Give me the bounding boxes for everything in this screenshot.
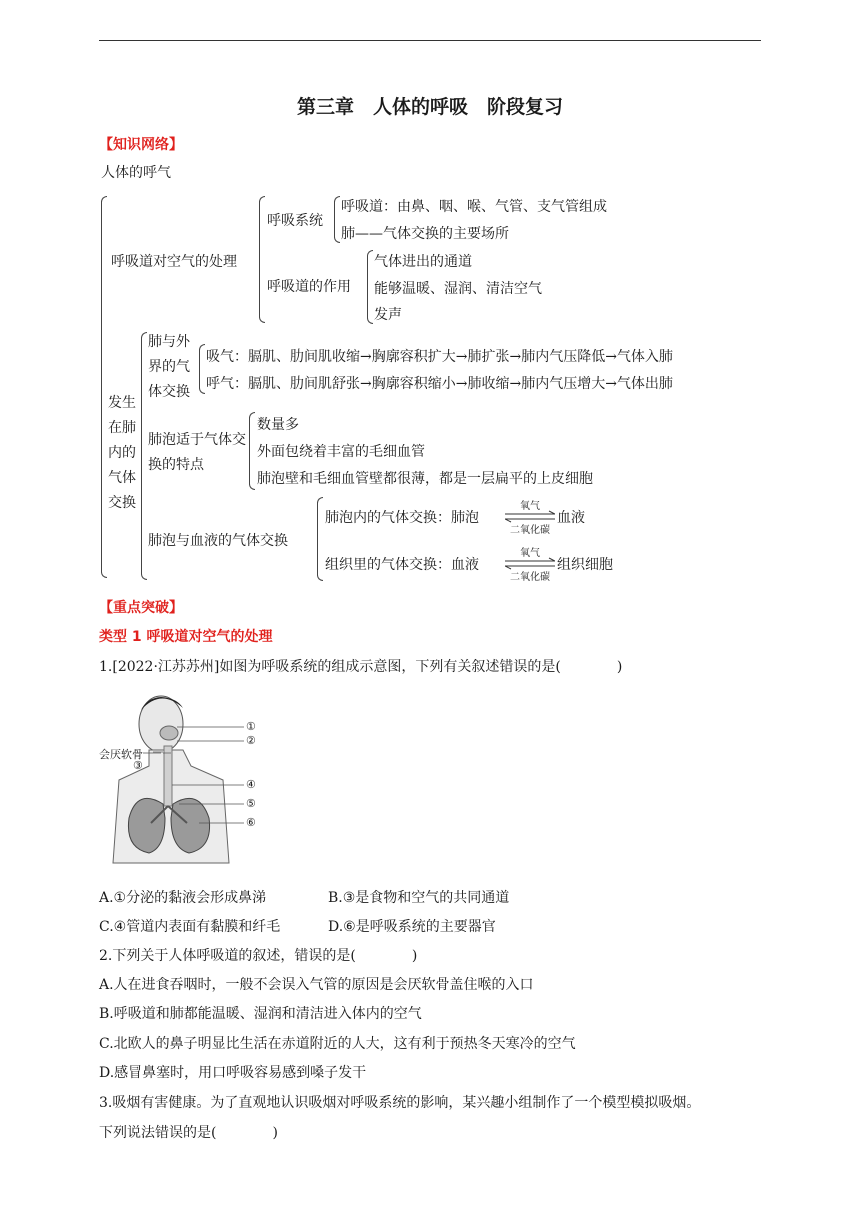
lung-exchange-post: 血液: [557, 510, 585, 526]
question-3-stem-line1: 3.吸烟有害健康。为了直观地认识吸烟对呼吸系统的影响，某兴趣小组制作了一个模型模拟吸烟。: [99, 1095, 701, 1111]
alveoli-item-3: 肺泡壁和毛细血管壁都很薄，都是一层扁平的上皮细胞: [257, 471, 593, 487]
alveoli-brace: [249, 412, 255, 490]
marker-5: ⑤: [246, 797, 256, 810]
q1-option-a: A.①分泌的黏液会形成鼻涕: [99, 890, 267, 906]
oxygen-label: 氧气: [520, 548, 540, 559]
epiglottis-label: 会厌软骨: [99, 748, 143, 761]
alveoli-item-1: 数量多: [257, 417, 299, 433]
branch2-label: 发生在肺内的气体交换: [108, 395, 136, 511]
section-knowledge-network: 【知识网络】: [99, 137, 183, 153]
marker-1: ①: [246, 720, 256, 733]
header-rule: [99, 40, 761, 41]
tissue-exchange-pre: 组织里的气体交换：血液: [325, 557, 479, 573]
function-item-3: 发声: [374, 307, 402, 323]
respiratory-system-figure: [99, 688, 279, 868]
q1-option-d: D.⑥是呼吸系统的主要器官: [328, 919, 496, 935]
function-item-2: 能够温暖、湿润、清洁空气: [374, 281, 542, 297]
exhale-process: 呼气：膈肌、肋间肌舒张→胸廓容积缩小→肺收缩→肺内气压增大→气体出肺: [206, 376, 673, 392]
co2-label: 二氧化碳: [510, 572, 550, 583]
blood-brace: [317, 497, 323, 581]
marker-6: ⑥: [246, 816, 256, 829]
question-2-stem: 2.下列关于人体呼吸道的叙述，错误的是( ): [99, 948, 418, 964]
function-label: 呼吸道的作用: [267, 279, 351, 295]
tissue-exchange-arrow: [505, 544, 555, 583]
question-3-stem-line2: 下列说法错误的是( ): [99, 1125, 278, 1141]
branch1-brace: [259, 196, 265, 323]
inhale-process: 吸气：膈肌、肋间肌收缩→胸廓容积扩大→肺扩张→肺内气压降低→气体入肺: [206, 349, 673, 365]
lung-exchange-arrow: [505, 497, 555, 536]
question-1-stem: 1.[2022·江苏苏州]如图为呼吸系统的组成示意图，下列有关叙述错误的是( ): [99, 659, 623, 675]
q2-option-a: A.人在进食吞咽时，一般不会误入气管的原因是会厌软骨盖住喉的入口: [99, 977, 534, 993]
external-exchange-label: 肺与外界的气体交换: [148, 334, 190, 400]
q2-option-c: C.北欧人的鼻子明显比生活在赤道附近的人大，这有利于预热冬天寒冷的空气: [99, 1036, 576, 1052]
q1-option-c: C.④管道内表面有黏膜和纤毛: [99, 919, 281, 935]
type1-heading: 类型 1 呼吸道对空气的处理: [99, 629, 273, 645]
co2-label: 二氧化碳: [510, 525, 550, 536]
q2-option-b: B.呼吸道和肺都能温暖、湿润和清洁进入体内的空气: [99, 1006, 422, 1022]
blood-exchange-label: 肺泡与血液的气体交换: [148, 533, 288, 549]
marker-4: ④: [246, 778, 256, 791]
function-item-1: 气体进出的通道: [374, 254, 472, 270]
lung-exchange-pre: 肺泡内的气体交换：肺泡: [325, 510, 479, 526]
marker-2: ②: [246, 734, 256, 747]
system-label: 呼吸系统: [267, 213, 323, 229]
external-brace: [199, 344, 205, 394]
branch1-label: 呼吸道对空气的处理: [111, 254, 237, 270]
alveoli-features-label: 肺泡适于气体交换的特点: [148, 432, 246, 473]
marker-3: ③: [133, 759, 143, 772]
q1-option-b: B.③是食物和空气的共同通道: [328, 890, 510, 906]
tree-root: 人体的呼气: [101, 165, 171, 181]
oxygen-label: 氧气: [520, 501, 540, 512]
system-item-1: 呼吸道：由鼻、咽、喉、气管、支气管组成: [341, 199, 607, 215]
tissue-exchange-post: 组织细胞: [557, 557, 613, 573]
q2-option-d: D.感冒鼻塞时，用口呼吸容易感到嗓子发干: [99, 1065, 367, 1081]
function-brace: [367, 250, 373, 324]
page-title: 第三章 人体的呼吸 阶段复习: [296, 96, 563, 118]
section-key-points: 【重点突破】: [99, 600, 183, 616]
branch2-brace: [141, 332, 147, 580]
system-brace: [334, 196, 340, 243]
system-item-2: 肺——气体交换的主要场所: [341, 226, 509, 242]
outer-brace: [101, 196, 107, 578]
alveoli-item-2: 外面包绕着丰富的毛细血管: [257, 444, 425, 460]
